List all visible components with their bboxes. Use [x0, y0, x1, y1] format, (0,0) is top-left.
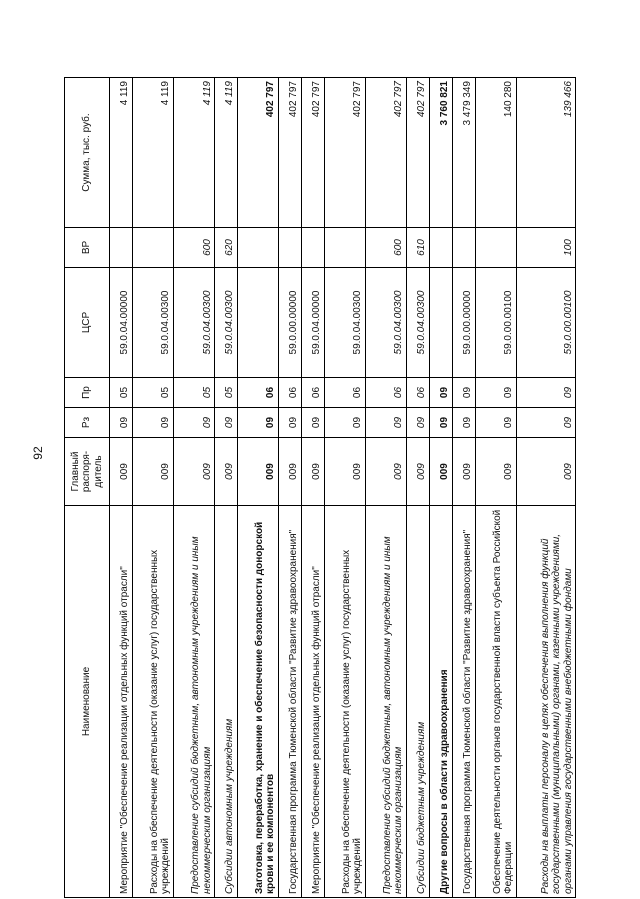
cell-admin: 009: [324, 438, 365, 506]
cell-csr: 59.0.00.00100: [516, 268, 575, 378]
cell-vr: 620: [215, 228, 238, 268]
cell-admin: 009: [237, 438, 278, 506]
cell-rz: 09: [429, 408, 452, 438]
cell-rz: 09: [475, 408, 516, 438]
cell-vr: [324, 228, 365, 268]
table-row: [278, 78, 301, 898]
header-admin: Главный распоря-дитель: [65, 438, 110, 506]
cell-csr: 59.0.04.00300: [215, 268, 238, 378]
cell-sum: 4 119: [215, 78, 238, 228]
table-row: [406, 78, 429, 898]
cell-csr: 59.0.04.00300: [406, 268, 429, 378]
header-name: Наименование: [65, 506, 110, 898]
cell-csr: 59.0.00.00000: [278, 268, 301, 378]
cell-csr: 59.0.00.00000: [452, 268, 475, 378]
cell-admin: 009: [301, 438, 324, 506]
cell-pr: 06: [406, 378, 429, 408]
cell-csr: 59.0.00.00100: [475, 268, 516, 378]
table-row: [215, 78, 238, 898]
cell-sum: 4 119: [132, 78, 173, 228]
cell-pr: 05: [215, 378, 238, 408]
cell-rz: 09: [173, 408, 214, 438]
table-row: [110, 78, 133, 898]
cell-admin: 009: [429, 438, 452, 506]
cell-csr: 59.0.04.00300: [365, 268, 406, 378]
table-row: [475, 78, 516, 898]
cell-name: Заготовка, переработка, хранение и обеспечение безопасности донорской крови и ее компонентов: [237, 506, 278, 898]
budget-table: [64, 77, 576, 898]
cell-sum: 402 797: [324, 78, 365, 228]
cell-rz: 09: [110, 408, 133, 438]
cell-admin: 009: [173, 438, 214, 506]
header-pr: Пр: [65, 378, 110, 408]
cell-pr: 06: [301, 378, 324, 408]
cell-pr: 05: [132, 378, 173, 408]
cell-name: Мероприятие "Обеспечение реализации отдельных функций отрасли": [301, 506, 324, 898]
header-sum: Сумма, тыс. руб.: [65, 78, 110, 228]
cell-admin: 009: [516, 438, 575, 506]
cell-vr: [278, 228, 301, 268]
cell-name: Субсидии бюджетным учреждениям: [406, 506, 429, 898]
cell-vr: [132, 228, 173, 268]
cell-pr: 06: [324, 378, 365, 408]
cell-pr: 09: [429, 378, 452, 408]
cell-rz: 09: [215, 408, 238, 438]
cell-pr: 09: [475, 378, 516, 408]
rotated-document: [64, 78, 576, 898]
cell-vr: 610: [406, 228, 429, 268]
cell-sum: 402 797: [278, 78, 301, 228]
cell-admin: 009: [406, 438, 429, 506]
cell-vr: 100: [516, 228, 575, 268]
cell-name: Расходы на обеспечение деятельности (оказание услуг) государственных учреждений: [324, 506, 365, 898]
header-csr: ЦСР: [65, 268, 110, 378]
cell-admin: 009: [278, 438, 301, 506]
cell-admin: 009: [475, 438, 516, 506]
cell-vr: [237, 228, 278, 268]
cell-name: Государственная программа Тюменской области "Развитие здравоохранения": [452, 506, 475, 898]
cell-name: Расходы на выплаты персоналу в целях обеспечения выполнения функций государственными (муниципальными) органами, казенными учреждениями, органами управления государственными внебюджетными фондами: [516, 506, 575, 898]
cell-csr: [429, 268, 452, 378]
table-row: [132, 78, 173, 898]
cell-sum: 402 797: [301, 78, 324, 228]
cell-csr: 59.0.04.00300: [324, 268, 365, 378]
cell-pr: 09: [516, 378, 575, 408]
cell-pr: 09: [452, 378, 475, 408]
cell-rz: 09: [301, 408, 324, 438]
cell-csr: 59.0.04.00000: [301, 268, 324, 378]
table-row: [365, 78, 406, 898]
cell-csr: 59.0.04.00000: [110, 268, 133, 378]
table-row: [173, 78, 214, 898]
cell-sum: 3 760 821: [429, 78, 452, 228]
cell-pr: 06: [278, 378, 301, 408]
cell-pr: 06: [237, 378, 278, 408]
cell-vr: 600: [173, 228, 214, 268]
cell-rz: 09: [324, 408, 365, 438]
cell-pr: 06: [365, 378, 406, 408]
header-vr: ВР: [65, 228, 110, 268]
cell-sum: 4 119: [110, 78, 133, 228]
cell-name: Мероприятие "Обеспечение реализации отдельных функций отрасли": [110, 506, 133, 898]
table-row: [301, 78, 324, 898]
table-body: [110, 78, 576, 898]
cell-admin: 009: [132, 438, 173, 506]
table-row: [324, 78, 365, 898]
cell-sum: 139 466: [516, 78, 575, 228]
cell-sum: 402 797: [365, 78, 406, 228]
table-header-row: [65, 78, 110, 898]
cell-admin: 009: [215, 438, 238, 506]
cell-sum: 402 797: [237, 78, 278, 228]
table-row: [516, 78, 575, 898]
table-row: [452, 78, 475, 898]
cell-name: Расходы на обеспечение деятельности (оказание услуг) государственных учреждений: [132, 506, 173, 898]
cell-rz: 09: [406, 408, 429, 438]
cell-admin: 009: [110, 438, 133, 506]
table-row: [237, 78, 278, 898]
cell-pr: 05: [110, 378, 133, 408]
page-number: 92: [31, 446, 45, 460]
cell-rz: 09: [516, 408, 575, 438]
cell-pr: 05: [173, 378, 214, 408]
cell-admin: 009: [365, 438, 406, 506]
cell-vr: [301, 228, 324, 268]
cell-csr: 59.0.04.00300: [132, 268, 173, 378]
cell-sum: 3 479 349: [452, 78, 475, 228]
header-rz: Рз: [65, 408, 110, 438]
cell-vr: [110, 228, 133, 268]
cell-admin: 009: [452, 438, 475, 506]
cell-name: Другие вопросы в области здравоохранения: [429, 506, 452, 898]
cell-csr: 59.0.04.00300: [173, 268, 214, 378]
cell-vr: [475, 228, 516, 268]
cell-name: Субсидии автономным учреждениям: [215, 506, 238, 898]
cell-name: Предоставление субсидий бюджетным, автономным учреждениям и иным некоммерческим организациям: [365, 506, 406, 898]
cell-rz: 09: [237, 408, 278, 438]
cell-name: Государственная программа Тюменской области "Развитие здравоохранения": [278, 506, 301, 898]
cell-sum: 140 280: [475, 78, 516, 228]
cell-vr: 600: [365, 228, 406, 268]
cell-vr: [452, 228, 475, 268]
cell-rz: 09: [452, 408, 475, 438]
table-row: [429, 78, 452, 898]
cell-rz: 09: [365, 408, 406, 438]
cell-rz: 09: [132, 408, 173, 438]
cell-csr: [237, 268, 278, 378]
cell-vr: [429, 228, 452, 268]
cell-sum: 4 119: [173, 78, 214, 228]
cell-sum: 402 797: [406, 78, 429, 228]
cell-name: Обеспечение деятельности органов государственной власти субъекта Российской Федерации: [475, 506, 516, 898]
cell-name: Предоставление субсидий бюджетным, автономным учреждениям и иным некоммерческим организациям: [173, 506, 214, 898]
cell-rz: 09: [278, 408, 301, 438]
